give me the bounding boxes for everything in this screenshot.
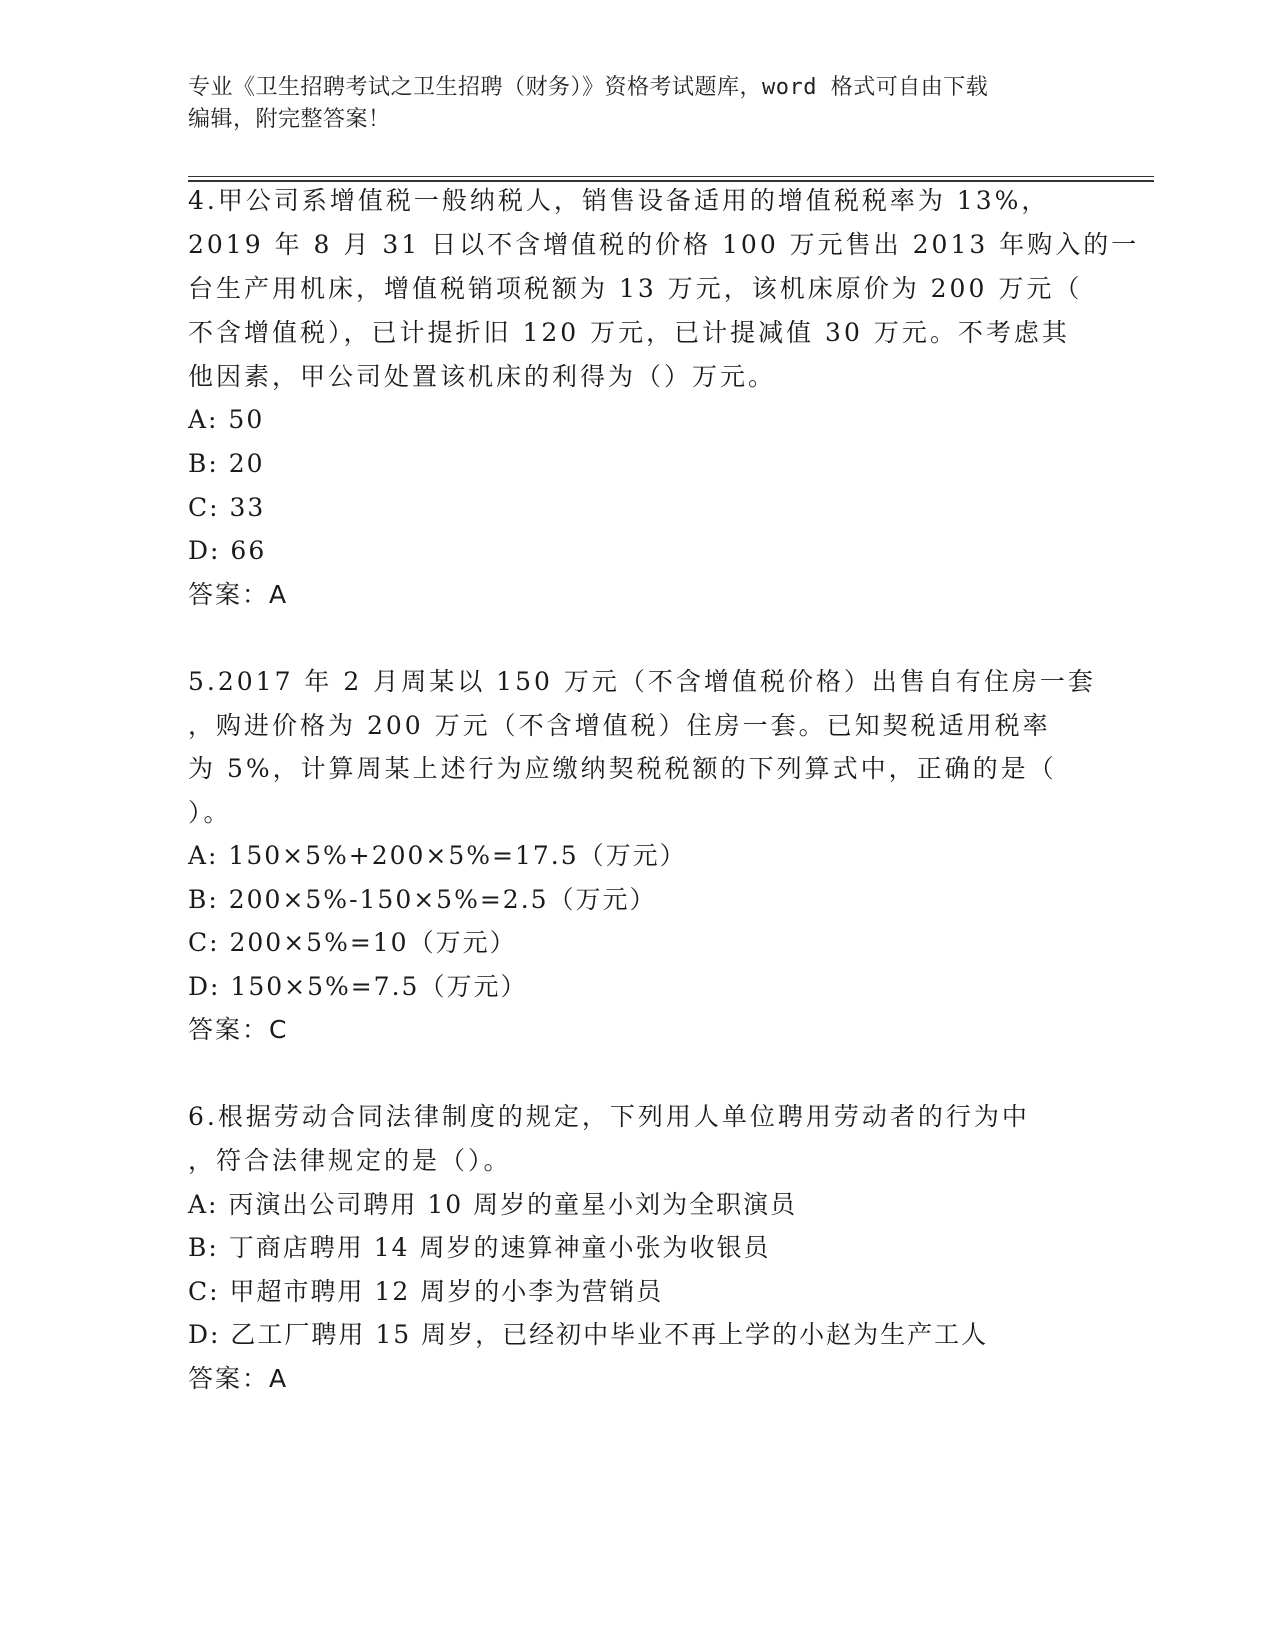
question-4-line-2: 2019 年 8 月 31 日以不含增值税的价格 100 万元售出 2013 年购入的一 xyxy=(188,230,1140,259)
question-5-line-2: ，购进价格为 200 万元（不含增值税）住房一套。已知契税适用税率 xyxy=(188,711,1051,740)
question-5-line-3: 为 5%，计算周某上述行为应缴纳契税税额的下列算式中，正确的是（ xyxy=(188,754,1057,783)
question-5-line-4: ）。 xyxy=(188,798,232,827)
question-5-line-1: 5.2017 年 2 月周某以 150 万元（不含增值税价格）出售自有住房一套 xyxy=(188,667,1096,696)
question-5-option-b: B: 200×5%-150×5%=2.5（万元） xyxy=(188,885,657,914)
question-5-option-a: A: 150×5%+200×5%=17.5（万元） xyxy=(188,841,687,870)
question-6-option-b: B: 丁商店聘用 14 周岁的速算神童小张为收银员 xyxy=(188,1233,771,1262)
question-4-answer: 答案：A xyxy=(188,580,289,609)
question-4-line-5: 他因素，甲公司处置该机床的利得为（）万元。 xyxy=(188,362,777,391)
question-4-line-3: 台生产用机床，增值税销项税额为 13 万元，该机床原价为 200 万元（ xyxy=(188,274,1083,303)
question-6-option-d: D: 乙工厂聘用 15 周岁，已经初中毕业不再上学的小赵为生产工人 xyxy=(188,1320,989,1349)
question-4-line-1: 4.甲公司系增值税一般纳税人，销售设备适用的增值税税率为 13%， xyxy=(188,186,1050,215)
question-4-option-c: C: 33 xyxy=(188,493,266,522)
question-4-option-b: B: 20 xyxy=(188,449,265,478)
header-divider-thin xyxy=(188,176,1154,177)
question-6-option-c: C: 甲超市聘用 12 周岁的小李为营销员 xyxy=(188,1277,664,1306)
document-header xyxy=(188,72,1068,136)
question-5-option-d: D: 150×5%=7.5（万元） xyxy=(188,972,528,1001)
question-6-line-2: ，符合法律规定的是（）。 xyxy=(188,1146,512,1175)
question-4-line-4: 不含增值税），已计提折旧 120 万元，已计提减值 30 万元。不考虑其 xyxy=(188,318,1070,347)
question-5-option-c: C: 200×5%=10（万元） xyxy=(188,928,517,957)
question-4-option-d: D: 66 xyxy=(188,536,267,565)
question-4-option-a: A: 50 xyxy=(188,405,265,434)
question-6-answer: 答案：A xyxy=(188,1364,289,1393)
question-6-line-1: 6.根据劳动合同法律制度的规定，下列用人单位聘用劳动者的行为中 xyxy=(188,1102,1030,1131)
header-line-2: 编辑，附完整答案！ xyxy=(188,107,391,132)
question-5-answer: 答案：C xyxy=(188,1015,289,1044)
question-6-option-a: A: 丙演出公司聘用 10 周岁的童星小刘为全职演员 xyxy=(188,1190,798,1219)
header-line-1: 专业《卫生招聘考试之卫生招聘（财务）》资格考试题库，word 格式可自由下载 xyxy=(188,75,989,100)
